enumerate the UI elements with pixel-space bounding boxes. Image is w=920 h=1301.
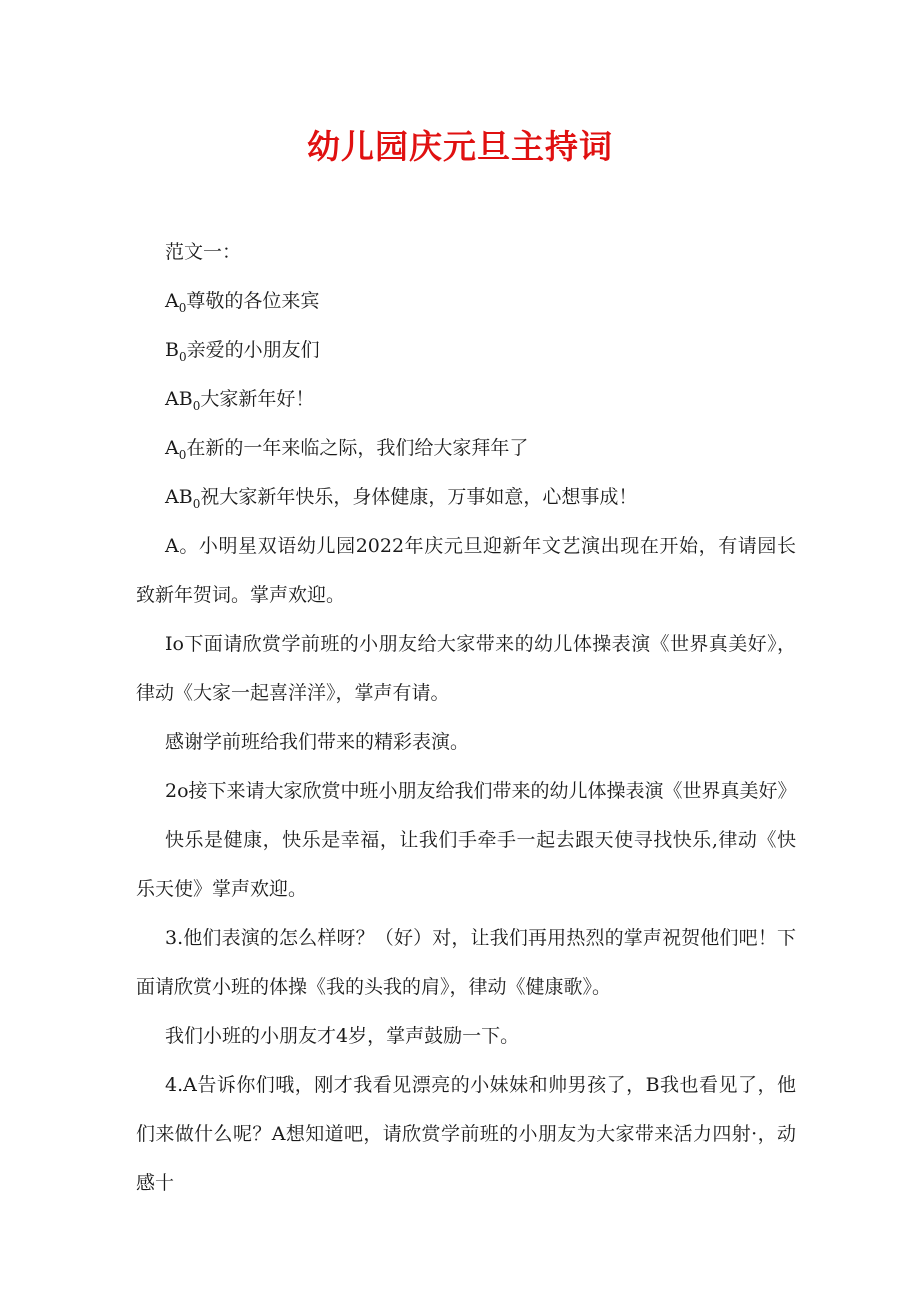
- paragraph-speaker-line: [136, 375, 796, 424]
- speaker-subscript: 0: [178, 300, 187, 315]
- speaker-label: A: [165, 437, 179, 459]
- paragraph-text: 4.A告诉你们哦，刚才我看见漂亮的小妹妹和帅男孩了，B我也看见了，他们来做什么呢？A想知道吧，请欣赏学前班的小朋友为大家带来活力四射·，动感十: [136, 1074, 796, 1194]
- paragraph: [136, 620, 796, 718]
- paragraph-text: 我们小班的小朋友才4岁，掌声鼓励一下。: [165, 1025, 520, 1047]
- paragraph: [136, 718, 796, 767]
- paragraph: [136, 914, 796, 1012]
- paragraph-speaker-line: [136, 424, 796, 473]
- paragraph-text: 在新的一年来临之际，我们给大家拜年了: [186, 437, 529, 459]
- paragraph-text: 感谢学前班给我们带来的精彩表演。: [165, 731, 470, 753]
- paragraph-speaker-line: [136, 326, 796, 375]
- paragraph-text: 2o接下来请大家欣赏中班小朋友给我们带来的幼儿体操表演《世界真美好》: [165, 780, 797, 802]
- paragraph-text: 尊敬的各位来宾: [186, 290, 320, 312]
- speaker-subscript: 0: [192, 496, 201, 511]
- document-body: [136, 228, 796, 1208]
- speaker-label: AB: [165, 388, 193, 410]
- paragraph-text: 3.他们表演的怎么样呀？（好）对，让我们再用热烈的掌声祝贺他们吧！下面请欣赏小班的体操《我的头我的肩》，律动《健康歌》。: [136, 927, 796, 998]
- paragraph-speaker-line: [136, 473, 796, 522]
- paragraph: [136, 1061, 796, 1208]
- paragraph: [136, 816, 796, 914]
- paragraph-text: 快乐是健康，快乐是幸福，让我们手牵手一起去跟天使寻找快乐,律动《快乐天使》掌声欢迎。: [136, 829, 796, 900]
- paragraph-text: A。小明星双语幼儿园2022年庆元旦迎新年文艺演出现在开始，有请园长致新年贺词。掌声欢迎。: [136, 535, 796, 606]
- speaker-label: A: [165, 290, 179, 312]
- speaker-label: AB: [165, 486, 193, 508]
- paragraph-heading: [136, 228, 796, 277]
- paragraph: [136, 522, 796, 620]
- paragraph-text: 大家新年好！: [200, 388, 315, 410]
- paragraph-text: 亲爱的小朋友们: [186, 339, 320, 361]
- document-title: 幼儿园庆元旦主持词: [307, 127, 613, 166]
- speaker-subscript: 0: [192, 398, 201, 413]
- paragraph: [136, 1012, 796, 1061]
- paragraph-text: Io下面请欣赏学前班的小朋友给大家带来的幼儿体操表演《世界真美好》，律动《大家一起喜洋洋》，掌声有请。: [136, 633, 796, 704]
- paragraph-text: 祝大家新年快乐，身体健康，万事如意，心想事成！: [200, 486, 638, 508]
- paragraph-speaker-line: [136, 277, 796, 326]
- speaker-subscript: 0: [178, 447, 187, 462]
- paragraph: [136, 767, 796, 816]
- speaker-subscript: 0: [178, 349, 187, 364]
- speaker-label: B: [165, 339, 179, 361]
- paragraph-text: 范文一：: [165, 241, 242, 263]
